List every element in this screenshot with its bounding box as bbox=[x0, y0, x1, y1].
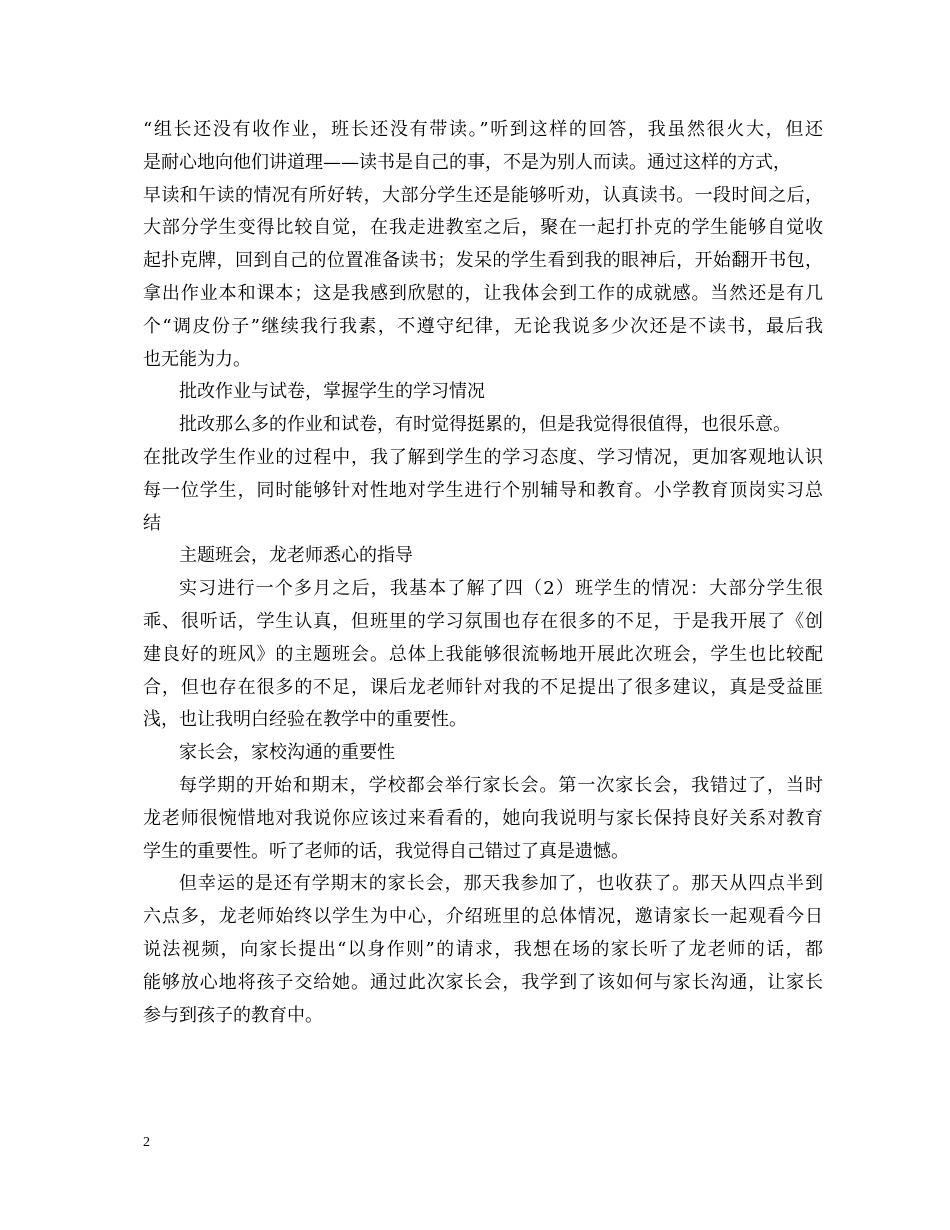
text-line: 家长会，家校沟通的重要性 bbox=[179, 742, 395, 764]
text-line: 拿出作业本和课本；这是我感到欣慰的，让我体会到工作的成就感。当然还是有几 bbox=[143, 282, 823, 304]
text-line: 浅，也让我明白经验在教学中的重要性。 bbox=[143, 709, 467, 731]
text-line: 每一位学生，同时能够针对性地对学生进行个别辅导和教育。小学教育顶岗实习总 bbox=[143, 479, 823, 501]
text-line: 学生的重要性。听了老师的话，我觉得自己错过了真是遗憾。 bbox=[143, 840, 629, 862]
text-line: 早读和午读的情况有所好转，大部分学生还是能够听劝，认真读书。一段时间之后， bbox=[143, 184, 823, 206]
text-line: 但幸运的是还有学期末的家长会，那天我参加了，也收获了。那天从四点半到 bbox=[179, 873, 823, 895]
text-line: 是耐心地向他们讲道理——读书是自己的事，不是为别人而读。通过这样的方式， bbox=[143, 151, 791, 173]
text-line: 实习进行一个多月之后，我基本了解了四（2）班学生的情况：大部分学生很 bbox=[179, 578, 823, 600]
text-line: 批改作业与试卷，掌握学生的学习情况 bbox=[179, 381, 485, 403]
text-line: 建良好的班风》的主题班会。总体上我能够很流畅地开展此次班会，学生也比较配 bbox=[143, 643, 823, 665]
text-line: 参与到孩子的教育中。 bbox=[143, 1004, 323, 1026]
text-line: 在批改学生作业的过程中，我了解到学生的学习态度、学习情况，更加客观地认识 bbox=[143, 446, 823, 468]
text-line: 说法视频，向家长提出“以身作则”的请求，我想在场的家长听了龙老师的话，都 bbox=[143, 938, 823, 960]
text-line: 能够放心地将孩子交给她。通过此次家长会，我学到了该如何与家长沟通，让家长 bbox=[143, 971, 823, 993]
text-line: 批改那么多的作业和试卷，有时觉得挺累的，但是我觉得很值得，也很乐意。 bbox=[179, 414, 791, 436]
text-line: 每学期的开始和期末，学校都会举行家长会。第一次家长会，我错过了，当时 bbox=[179, 774, 823, 796]
page-number: 2 bbox=[143, 1135, 150, 1150]
document-body bbox=[143, 114, 823, 1032]
text-line: 个“调皮份子”继续我行我素，不遵守纪律，无论我说多少次还是不读书，最后我 bbox=[143, 315, 823, 337]
text-line: 大部分学生变得比较自觉，在我走进教室之后，聚在一起打扑克的学生能够自觉收 bbox=[143, 217, 823, 239]
text-line: 也无能为力。 bbox=[143, 348, 251, 370]
text-line: 结 bbox=[143, 512, 161, 534]
text-line: 主题班会，龙老师悉心的指导 bbox=[179, 545, 413, 567]
text-line: 乖、很听话，学生认真，但班里的学习氛围也存在很多的不足，于是我开展了《创 bbox=[143, 610, 823, 632]
text-line: 合，但也存在很多的不足，课后龙老师针对我的不足提出了很多建议，真是受益匪 bbox=[143, 676, 823, 698]
text-line: 六点多，龙老师始终以学生为中心，介绍班里的总体情况，邀请家长一起观看今日 bbox=[143, 906, 823, 928]
text-line: 起扑克牌，回到自己的位置准备读书；发呆的学生看到我的眼神后，开始翻开书包， bbox=[143, 250, 823, 272]
text-line: 龙老师很惋惜地对我说你应该过来看看的，她向我说明与家长保持良好关系对教育 bbox=[143, 807, 823, 829]
text-line: “组长还没有收作业，班长还没有带读。”听到这样的回答，我虽然很火大，但还 bbox=[143, 119, 823, 140]
